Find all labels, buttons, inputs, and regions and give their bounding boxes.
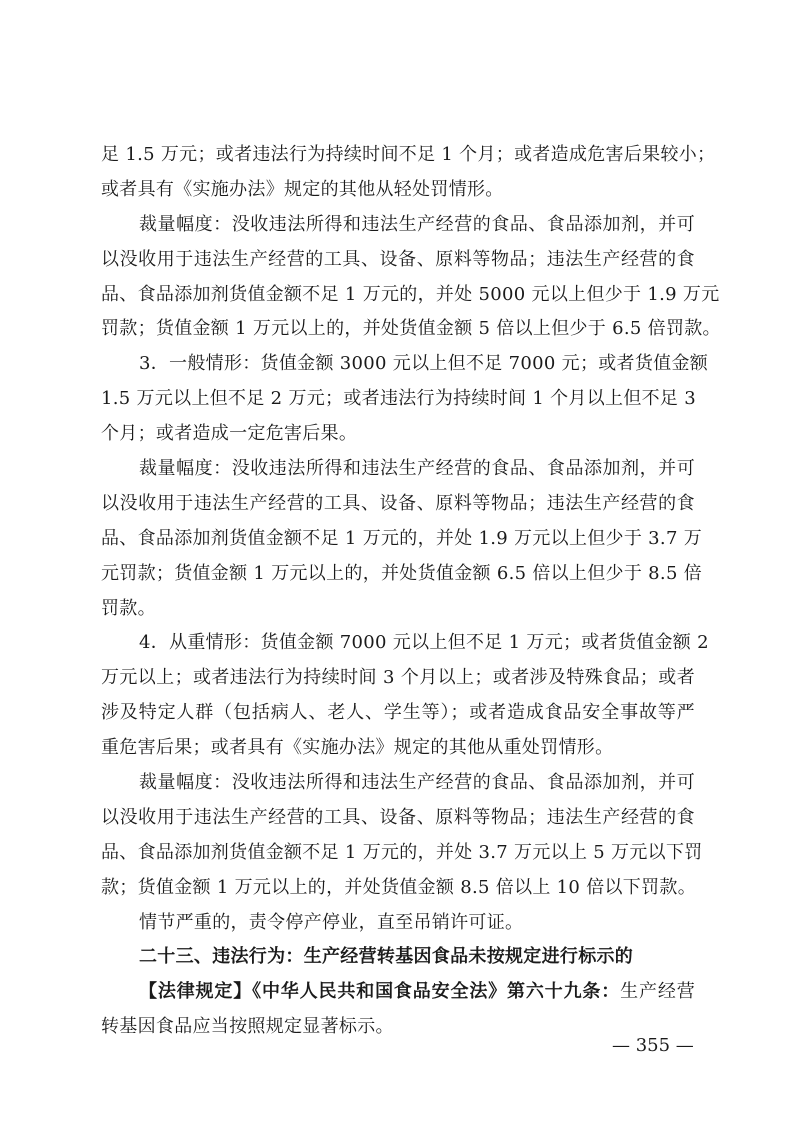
section-heading-text: 二十三、违法行为：生产经营转基因食品未按规定进行标示的 xyxy=(139,946,634,968)
text-line: 裁量幅度：没收违法所得和违法生产经营的食品、食品添加剂，并可 xyxy=(139,213,695,235)
text-line: 涉及特定人群（包括病人、老人、学生等）；或者造成食品安全事故等严 xyxy=(101,702,695,724)
text-line: 1.5 万元以上但不足 2 万元；或者违法行为持续时间 1 个月以上但不足 3 xyxy=(101,388,697,410)
text-line: 罚款；货值金额 1 万元以上的，并处货值金额 5 倍以上但少于 6.5 倍罚款。 xyxy=(101,318,721,340)
page-number: — 355 — xyxy=(612,1035,694,1056)
text-line: 款；货值金额 1 万元以上的，并处货值金额 8.5 倍以上 10 倍以下罚款。 xyxy=(101,876,697,898)
legal-provision-text: 生产经营 xyxy=(620,981,695,1003)
paragraph-heavy-range xyxy=(101,766,703,906)
text-line: 以没收用于违法生产经营的工具、设备、原料等物品；违法生产经营的食 xyxy=(101,492,695,514)
text-line xyxy=(101,975,695,1010)
paragraph-legal-provision xyxy=(101,975,695,1045)
text-line: 转基因食品应当按照规定显著标示。 xyxy=(101,1016,394,1038)
paragraph-light-case-end xyxy=(101,138,716,208)
text-line: 品、食品添加剂货值金额不足 1 万元的，并处 5000 元以上但少于 1.9 万元 xyxy=(101,283,720,305)
section-heading xyxy=(101,940,695,975)
text-line: 4．从重情形：货值金额 7000 元以上但不足 1 万元；或者货值金额 2 xyxy=(139,632,709,654)
text-line: 万元以上；或者违法行为持续时间 3 个月以上；或者涉及特殊食品；或者 xyxy=(101,667,695,689)
paragraph-general-case xyxy=(101,347,709,452)
text-line: 重危害后果；或者具有《实施办法》规定的其他从重处罚情形。 xyxy=(101,737,614,759)
text-line: 以没收用于违法生产经营的工具、设备、原料等物品；违法生产经营的食 xyxy=(101,806,695,828)
text-line: 3．一般情形：货值金额 3000 元以上但不足 7000 元；或者货值金额 xyxy=(139,353,709,375)
text-line: 元罚款；货值金额 1 万元以上的，并处货值金额 6.5 倍以上但少于 8.5 倍 xyxy=(101,562,703,584)
text-line: 个月；或者造成一定危害后果。 xyxy=(101,423,358,445)
text-line: 裁量幅度：没收违法所得和违法生产经营的食品、食品添加剂，并可 xyxy=(139,772,695,794)
text-line: 罚款。 xyxy=(101,597,156,619)
paragraph-general-range xyxy=(101,452,703,626)
paragraph-serious-case xyxy=(101,906,695,941)
text-line: 品、食品添加剂货值金额不足 1 万元的，并处 1.9 万元以上但少于 3.7 万 xyxy=(101,527,703,549)
text-line: 或者具有《实施办法》规定的其他从轻处罚情形。 xyxy=(101,178,504,200)
legal-provision-label: 【法律规定】《中华人民共和国食品安全法》第六十九条： xyxy=(139,981,621,1003)
paragraph-heavy-case xyxy=(101,626,709,766)
text-line: 情节严重的，责令停产停业，直至吊销许可证。 xyxy=(139,911,524,933)
text-line: 品、食品添加剂货值金额不足 1 万元的，并处 3.7 万元以上 5 万元以下罚 xyxy=(101,841,703,863)
paragraph-light-range xyxy=(101,208,721,348)
text-line: 以没收用于违法生产经营的工具、设备、原料等物品；违法生产经营的食 xyxy=(101,248,695,270)
document-body xyxy=(101,138,721,1045)
text-line: 裁量幅度：没收违法所得和违法生产经营的食品、食品添加剂，并可 xyxy=(139,458,695,480)
text-line: 足 1.5 万元；或者违法行为持续时间不足 1 个月；或者造成危害后果较小； xyxy=(101,144,716,165)
